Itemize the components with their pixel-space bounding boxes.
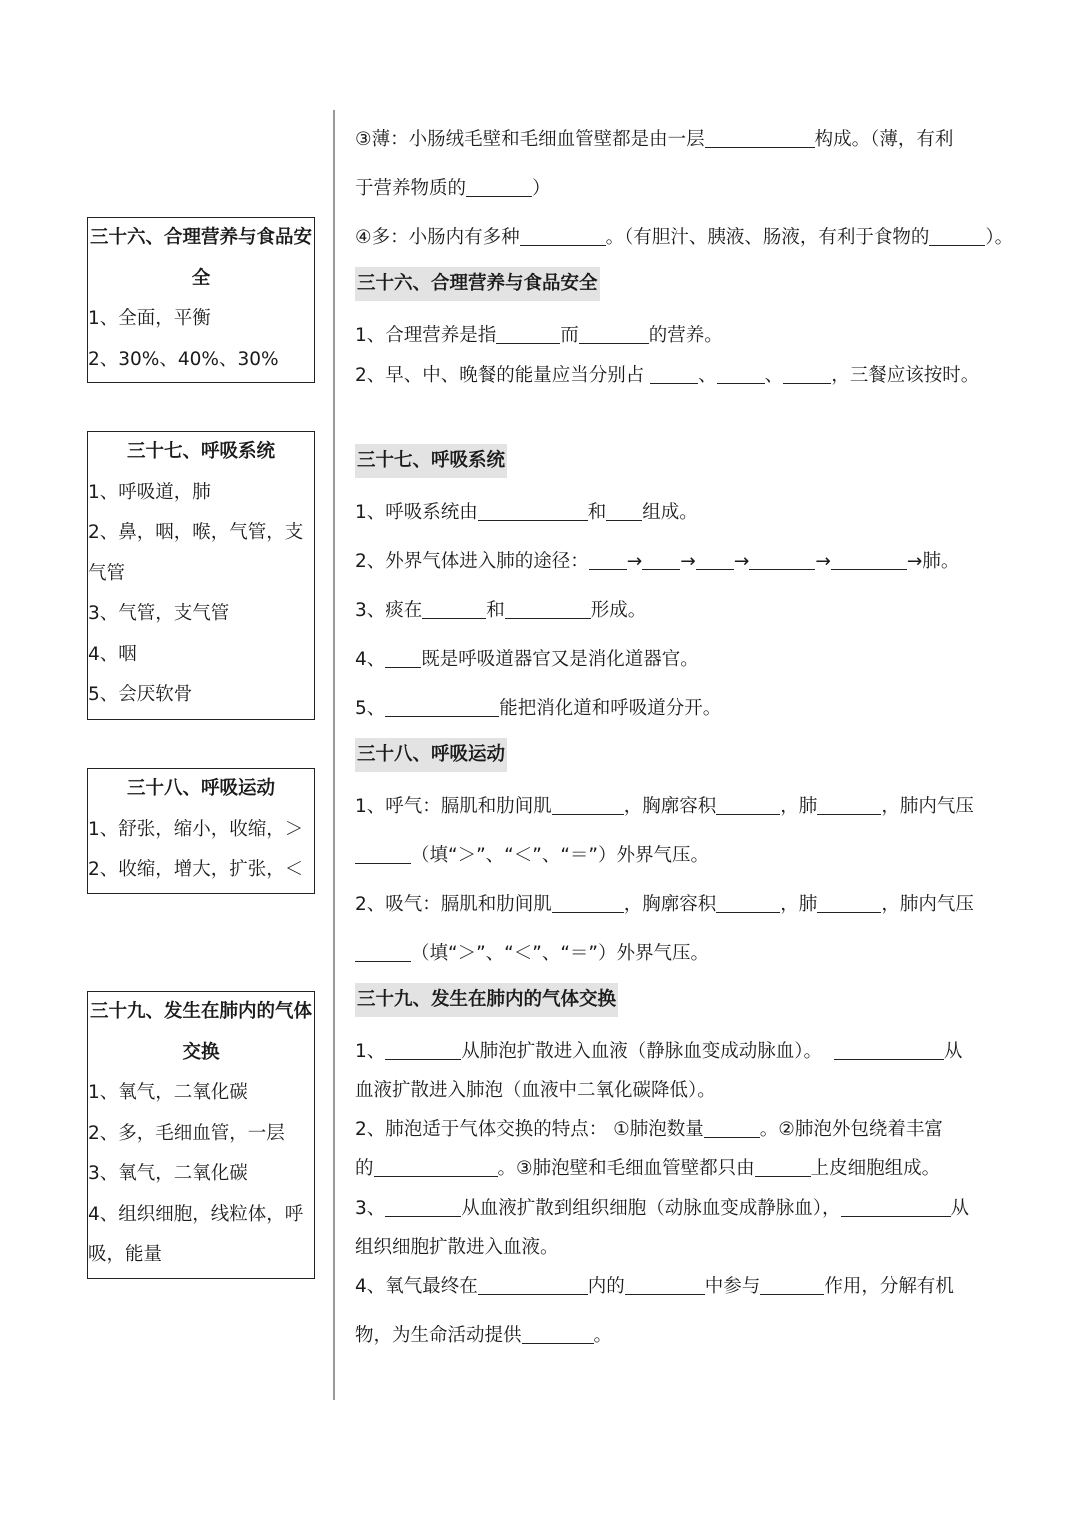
fill-blank[interactable] [696, 551, 734, 570]
fill-blank[interactable] [704, 1119, 760, 1138]
question-37-5: 5、 能把消化道和呼吸道分开。 [355, 698, 722, 719]
fill-blank[interactable] [817, 894, 881, 913]
answer-title-38: 三十八、呼吸运动 [126, 778, 275, 799]
answer-item: 1、氧气，二氧化碳 [88, 1082, 248, 1103]
answer-box-36 [87, 217, 315, 383]
question-39-2: 2、肺泡适于气体交换的特点： ①肺泡数量 。②肺泡外包绕着丰富 [355, 1119, 943, 1140]
answer-box-38 [87, 768, 315, 894]
question-top-4: ④多：小肠内有多种 。（有胆汁、胰液、肠液，有利于食物的 ）。 [355, 227, 1014, 248]
answer-item: 3、气管，支气管 [88, 603, 230, 624]
fill-blank[interactable] [716, 894, 780, 913]
fill-blank[interactable] [579, 325, 649, 344]
fill-blank[interactable] [755, 1158, 811, 1177]
question-top-3-cont: 于营养物质的 ） [355, 178, 551, 199]
fill-blank[interactable] [422, 600, 486, 619]
question-39-4: 4、氧气最终在 内的 中参与 作用，分解有机 [355, 1276, 954, 1297]
fill-blank[interactable] [385, 1198, 461, 1217]
answer-item: 3、氧气，二氧化碳 [88, 1163, 248, 1184]
question-39-3: 3、 从血液扩散到组织细胞（动脉血变成静脉血）， 从 [355, 1198, 970, 1219]
fill-blank[interactable] [834, 1041, 944, 1060]
fill-blank[interactable] [717, 365, 765, 384]
question-37-4: 4、 既是呼吸道器官又是消化道器官。 [355, 649, 699, 670]
fill-blank[interactable] [642, 551, 680, 570]
fill-blank[interactable] [520, 227, 606, 246]
fill-blank[interactable] [522, 1325, 594, 1344]
answer-box-37 [87, 431, 315, 720]
fill-blank[interactable] [783, 365, 831, 384]
fill-blank[interactable] [374, 1158, 498, 1177]
fill-blank[interactable] [841, 1198, 951, 1217]
answer-item: 2、多，毛细血管，一层 [88, 1122, 285, 1144]
answer-item: 1、舒张，缩小，收缩，＞ [88, 818, 304, 840]
answer-box-39 [87, 991, 315, 1279]
fill-blank[interactable] [355, 845, 411, 864]
section-heading-37: 三十七、呼吸系统 [355, 444, 507, 478]
fill-blank[interactable] [606, 502, 642, 521]
fill-blank[interactable] [705, 129, 815, 148]
question-36-2: 2、早、中、晚餐的能量应当分别占 、 、 ，三餐应该按时。 [355, 365, 980, 386]
question-39-2-cont: 的 。③肺泡壁和毛细血管壁都只由 上皮细胞组成。 [355, 1158, 941, 1179]
question-39-1: 1、 从肺泡扩散进入血液（静脉血变成动脉血）。 从 [355, 1041, 963, 1062]
fill-blank[interactable] [831, 551, 907, 570]
answer-item: 1、呼吸道，肺 [88, 481, 211, 503]
question-39-1-cont: 血液扩散进入肺泡（血液中二氧化碳降低）。 [355, 1080, 716, 1101]
question-36-1: 1、合理营养是指 而 的营养。 [355, 325, 723, 346]
fill-blank[interactable] [552, 894, 624, 913]
fill-blank[interactable] [478, 502, 588, 521]
question-38-1: 1、呼气：膈肌和肋间肌 ，胸廓容积 ，肺 ，肺内气压 [355, 796, 974, 817]
fill-blank[interactable] [385, 1041, 461, 1060]
question-37-3: 3、痰在 和 形成。 [355, 600, 647, 621]
fill-blank[interactable] [929, 227, 985, 246]
fill-blank[interactable] [749, 551, 815, 570]
question-37-1: 1、呼吸系统由 和 组成。 [355, 502, 698, 523]
question-39-3-cont: 组织细胞扩散进入血液。 [355, 1237, 559, 1258]
fill-blank[interactable] [625, 1276, 705, 1295]
question-38-2: 2、吸气：膈肌和肋间肌 ，胸廓容积 ，肺 ，肺内气压 [355, 894, 974, 915]
fill-blank[interactable] [552, 796, 624, 815]
answer-item: 2、鼻，咽，喉，气管，支气管 [88, 522, 304, 584]
fill-blank[interactable] [496, 325, 560, 344]
fill-blank[interactable] [385, 649, 421, 668]
answer-title-36: 三十六、合理营养与食品安全 [89, 227, 312, 289]
question-39-4-cont: 物，为生命活动提供 。 [355, 1325, 613, 1346]
fill-blank[interactable] [478, 1276, 588, 1295]
fill-blank[interactable] [817, 796, 881, 815]
answer-item: 1、全面，平衡 [88, 308, 211, 329]
answer-item: 2、收缩，增大，扩张，＜ [88, 859, 304, 880]
fill-blank[interactable] [716, 796, 780, 815]
fill-blank[interactable] [760, 1276, 824, 1295]
section-heading-36: 三十六、合理营养与食品安全 [355, 267, 600, 301]
column-divider [333, 110, 335, 1400]
answer-title-37: 三十七、呼吸系统 [126, 441, 275, 462]
question-38-1-cont: （填“＞”、“＜”、“＝”）外界气压。 [355, 841, 1005, 867]
fill-blank[interactable] [355, 943, 411, 962]
answer-item: 5、会厌软骨 [88, 684, 193, 705]
fill-blank[interactable] [589, 551, 627, 570]
answer-title-39: 三十九、发生在肺内的气体交换 [89, 1001, 312, 1063]
answer-item: 4、组织细胞，线粒体，呼吸，能量 [88, 1203, 304, 1265]
question-top-3: ③薄：小肠绒毛壁和毛细血管壁都是由一层 构成。（薄，有利 [355, 129, 954, 150]
question-37-2: 2、外界气体进入肺的途径： → → → → →肺。 [355, 551, 960, 572]
fill-blank[interactable] [466, 178, 532, 197]
question-38-2-cont: （填“＞”、“＜”、“＝”）外界气压。 [355, 939, 1005, 965]
section-heading-39: 三十九、发生在肺内的气体交换 [355, 983, 618, 1017]
section-heading-38: 三十八、呼吸运动 [355, 738, 507, 772]
answer-item: 4、咽 [88, 643, 137, 665]
fill-blank[interactable] [505, 600, 591, 619]
answer-item: 2、30%、40%、30% [88, 348, 279, 370]
fill-blank[interactable] [650, 365, 698, 384]
fill-blank[interactable] [385, 698, 499, 717]
